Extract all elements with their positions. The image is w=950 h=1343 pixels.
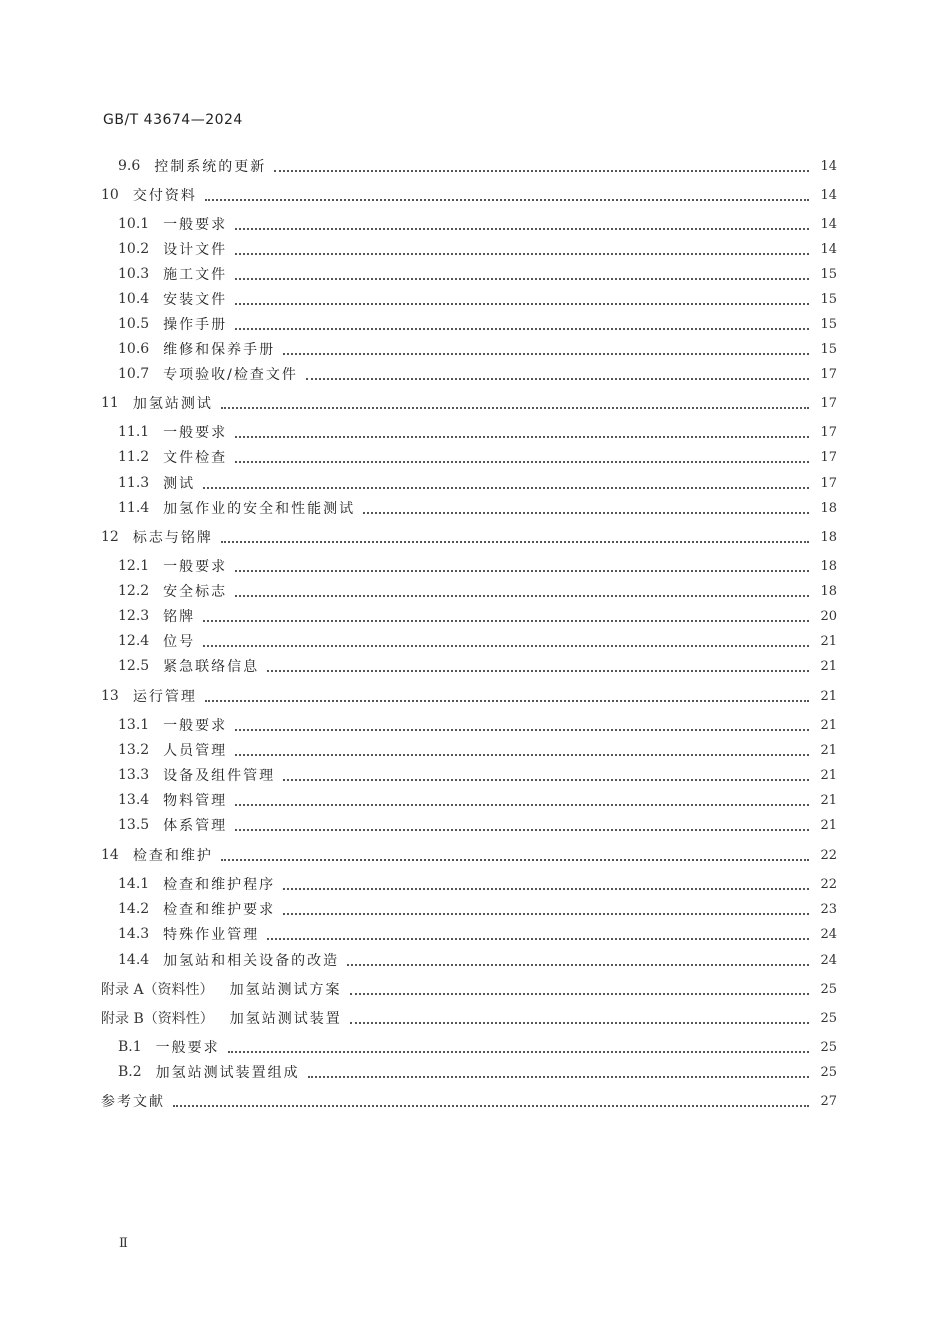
toc-entry-number: 12.2 <box>118 583 150 599</box>
toc-entry-title: 检查和维护程序 <box>163 877 276 893</box>
toc-entry[interactable] <box>0 1090 837 1112</box>
toc-entry-number: 10.2 <box>118 241 150 257</box>
toc-dot-leader <box>173 1103 809 1107</box>
toc-entry-page: 18 <box>820 583 837 599</box>
toc-entry-number: 12 <box>101 529 119 545</box>
toc-entry-number: 14.4 <box>118 952 150 968</box>
toc-entry-number: 13.2 <box>118 742 150 758</box>
toc-entry[interactable] <box>0 978 837 1000</box>
toc-entry-title: 设计文件 <box>163 242 228 258</box>
toc-entry-page: 27 <box>820 1093 837 1109</box>
toc-dot-leader <box>235 802 809 806</box>
toc-dot-leader <box>203 643 809 647</box>
toc-entry-title: 标志与铭牌 <box>132 530 213 546</box>
toc-dot-leader <box>221 539 809 543</box>
toc-entry-title: 一般要求 <box>163 718 228 734</box>
toc-entry-number: 12.3 <box>118 608 150 624</box>
toc-entry-page: 25 <box>820 1010 837 1026</box>
toc-entry-page: 18 <box>820 529 837 545</box>
toc-entry[interactable] <box>0 363 837 385</box>
toc-entry-page: 15 <box>820 266 837 282</box>
toc-entry[interactable] <box>0 338 837 360</box>
toc-entry-title: 安全标志 <box>163 584 228 600</box>
toc-entry-number: 10.3 <box>118 266 150 282</box>
toc-entry-page: 21 <box>820 658 837 674</box>
toc-entry-number: 14.3 <box>118 926 150 942</box>
toc-entry-page: 21 <box>820 817 837 833</box>
toc-dot-leader <box>363 510 809 514</box>
toc-entry-page: 21 <box>820 742 837 758</box>
toc-dot-leader <box>274 168 809 172</box>
toc-entry-page: 17 <box>820 424 837 440</box>
toc-entry-title: 维修和保养手册 <box>163 342 276 358</box>
toc-entry-page: 14 <box>820 241 837 257</box>
toc-entry[interactable] <box>0 1061 837 1083</box>
toc-entry[interactable] <box>0 814 837 836</box>
toc-entry[interactable] <box>0 526 837 548</box>
toc-dot-leader <box>235 301 809 305</box>
toc-entry[interactable] <box>0 555 837 577</box>
toc-entry-title: 一般要求 <box>155 1040 220 1056</box>
toc-entry[interactable] <box>0 873 837 895</box>
toc-entry-title: 位号 <box>163 634 196 650</box>
toc-entry-number: 11.2 <box>118 449 150 465</box>
toc-entry-title: 人员管理 <box>163 743 228 759</box>
toc-entry-page: 21 <box>820 688 837 704</box>
toc-entry[interactable] <box>0 789 837 811</box>
toc-entry-number: 附录 B（资料性） <box>101 1011 214 1027</box>
toc-entry-page: 25 <box>820 981 837 997</box>
toc-entry-page: 22 <box>820 847 837 863</box>
toc-entry[interactable] <box>0 685 837 707</box>
toc-entry-title: 紧急联络信息 <box>163 659 260 675</box>
toc-entry-title: 运行管理 <box>132 689 197 705</box>
toc-entry-number: 10.7 <box>118 366 150 382</box>
toc-entry[interactable] <box>0 313 837 335</box>
toc-dot-leader <box>235 727 809 731</box>
toc-entry-number: 10 <box>101 187 119 203</box>
toc-entry-page: 25 <box>820 1064 837 1080</box>
toc-entry-title: 加氢站和相关设备的改造 <box>163 953 340 969</box>
toc-dot-leader <box>235 434 809 438</box>
toc-entry-title: 加氢站测试装置 <box>229 1011 342 1027</box>
standard-number-header: GB/T 43674—2024 <box>103 112 243 128</box>
toc-entry-title: 控制系统的更新 <box>154 159 267 175</box>
toc-dot-leader <box>308 1074 809 1078</box>
toc-entry-number: 13.1 <box>118 717 150 733</box>
toc-entry-number: 10.6 <box>118 341 150 357</box>
toc-entry-title: 加氢站测试 <box>132 396 213 412</box>
toc-entry-page: 23 <box>820 901 837 917</box>
toc-entry-title: 施工文件 <box>163 267 228 283</box>
toc-dot-leader <box>350 991 809 995</box>
toc-entry[interactable] <box>0 714 837 736</box>
toc-entry-page: 21 <box>820 717 837 733</box>
toc-entry-title: 测试 <box>163 476 196 492</box>
toc-entry-page: 18 <box>820 558 837 574</box>
toc-dot-leader <box>306 376 809 380</box>
toc-entry-page: 15 <box>820 341 837 357</box>
toc-entry-number: 10.4 <box>118 291 150 307</box>
toc-dot-leader <box>221 405 809 409</box>
toc-entry-number: 11.1 <box>118 424 150 440</box>
toc-entry[interactable] <box>0 739 837 761</box>
toc-entry[interactable] <box>0 630 837 652</box>
toc-entry-title: 专项验收/检查文件 <box>163 367 298 383</box>
toc-entry-number: 9.6 <box>118 158 141 174</box>
toc-dot-leader <box>228 1049 809 1053</box>
toc-entry-number: 13 <box>101 688 119 704</box>
toc-entry-page: 20 <box>820 608 837 624</box>
toc-entry-page: 17 <box>820 395 837 411</box>
toc-entry-number: 14 <box>101 847 119 863</box>
toc-entry-title: 检查和维护要求 <box>163 902 276 918</box>
toc-entry[interactable] <box>0 213 837 235</box>
toc-entry[interactable] <box>0 446 837 468</box>
toc-entry[interactable] <box>0 898 837 920</box>
toc-entry[interactable] <box>0 655 837 677</box>
toc-entry-title: 交付资料 <box>132 188 197 204</box>
toc-dot-leader <box>350 1020 809 1024</box>
toc-entry-number: 13.5 <box>118 817 150 833</box>
toc-entry-title: 检查和维护 <box>132 848 213 864</box>
toc-entry-title: 设备及组件管理 <box>163 768 276 784</box>
toc-dot-leader <box>267 936 809 940</box>
toc-entry[interactable] <box>0 155 837 177</box>
toc-entry-title: 一般要求 <box>163 217 228 233</box>
toc-entry-number: 11 <box>101 395 119 411</box>
toc-entry-page: 14 <box>820 187 837 203</box>
toc-entry[interactable] <box>0 497 837 519</box>
toc-entry[interactable] <box>0 392 837 414</box>
toc-entry-number: 10.1 <box>118 216 150 232</box>
toc-entry[interactable] <box>0 844 837 866</box>
toc-entry-title: 加氢站测试装置组成 <box>155 1065 300 1081</box>
toc-entry-page: 17 <box>820 366 837 382</box>
page-number-footer: Ⅱ <box>119 1236 128 1251</box>
toc-dot-leader <box>347 962 809 966</box>
toc-dot-leader <box>283 351 809 355</box>
toc-entry-title: 加氢站测试方案 <box>229 982 342 998</box>
toc-entry-page: 18 <box>820 500 837 516</box>
toc-entry[interactable] <box>0 923 837 945</box>
toc-entry[interactable] <box>0 184 837 206</box>
toc-entry-number: B.1 <box>118 1039 142 1055</box>
toc-entry-number: B.2 <box>118 1064 142 1080</box>
toc-entry[interactable] <box>0 288 837 310</box>
toc-entry-number: 14.2 <box>118 901 150 917</box>
toc-entry-number: 13.4 <box>118 792 150 808</box>
toc-entry[interactable] <box>0 421 837 443</box>
toc-dot-leader <box>203 485 809 489</box>
toc-entry-page: 21 <box>820 633 837 649</box>
toc-dot-leader <box>221 857 809 861</box>
toc-entry-number: 11.3 <box>118 475 150 491</box>
toc-dot-leader <box>235 593 809 597</box>
toc-entry-number: 14.1 <box>118 876 150 892</box>
toc-entry[interactable] <box>0 472 837 494</box>
toc-entry-title: 操作手册 <box>163 317 228 333</box>
toc-entry[interactable] <box>0 238 837 260</box>
toc-entry-page: 24 <box>820 952 837 968</box>
toc-dot-leader <box>203 618 809 622</box>
toc-dot-leader <box>235 251 809 255</box>
toc-entry-page: 15 <box>820 291 837 307</box>
toc-dot-leader <box>283 886 809 890</box>
toc-entry-title: 一般要求 <box>163 559 228 575</box>
toc-entry-page: 14 <box>820 216 837 232</box>
toc-entry[interactable] <box>0 605 837 627</box>
toc-entry-title: 体系管理 <box>163 818 228 834</box>
toc-entry[interactable] <box>0 263 837 285</box>
toc-entry-number: 12.1 <box>118 558 150 574</box>
toc-dot-leader <box>283 777 809 781</box>
toc-dot-leader <box>235 568 809 572</box>
toc-entry-title: 铭牌 <box>163 609 196 625</box>
toc-entry-number: 12.5 <box>118 658 150 674</box>
toc-entry-page: 24 <box>820 926 837 942</box>
toc-dot-leader <box>205 698 809 702</box>
toc-dot-leader <box>205 197 809 201</box>
toc-entry[interactable] <box>0 1007 837 1029</box>
toc-entry-page: 21 <box>820 792 837 808</box>
toc-entry-page: 17 <box>820 449 837 465</box>
toc-entry-number: 13.3 <box>118 767 150 783</box>
toc-entry-title: 加氢作业的安全和性能测试 <box>163 501 356 517</box>
toc-dot-leader <box>235 326 809 330</box>
toc-entry-page: 15 <box>820 316 837 332</box>
toc-dot-leader <box>235 752 809 756</box>
toc-dot-leader <box>235 459 809 463</box>
toc-entry-number: 附录 A（资料性） <box>101 982 214 998</box>
toc-entry-title: 文件检查 <box>163 450 228 466</box>
toc-dot-leader <box>235 226 809 230</box>
toc-dot-leader <box>235 827 809 831</box>
toc-entry-title: 物料管理 <box>163 793 228 809</box>
toc-entry-page: 22 <box>820 876 837 892</box>
toc-entry[interactable] <box>0 580 837 602</box>
toc-dot-leader <box>283 911 809 915</box>
toc-entry-page: 17 <box>820 475 837 491</box>
toc-entry-title: 参考文献 <box>101 1094 165 1110</box>
toc-entry-title: 安装文件 <box>163 292 228 308</box>
toc-entry-number: 12.4 <box>118 633 150 649</box>
toc-entry-title: 一般要求 <box>163 425 228 441</box>
toc-entry-number: 11.4 <box>118 500 150 516</box>
toc-entry[interactable] <box>0 1036 837 1058</box>
toc-entry[interactable] <box>0 764 837 786</box>
toc-dot-leader <box>267 668 809 672</box>
toc-entry[interactable] <box>0 949 837 971</box>
toc-entry-page: 14 <box>820 158 837 174</box>
toc-dot-leader <box>235 276 809 280</box>
toc-entry-title: 特殊作业管理 <box>163 927 260 943</box>
toc-entry-page: 25 <box>820 1039 837 1055</box>
toc-entry-number: 10.5 <box>118 316 150 332</box>
toc-entry-page: 21 <box>820 767 837 783</box>
